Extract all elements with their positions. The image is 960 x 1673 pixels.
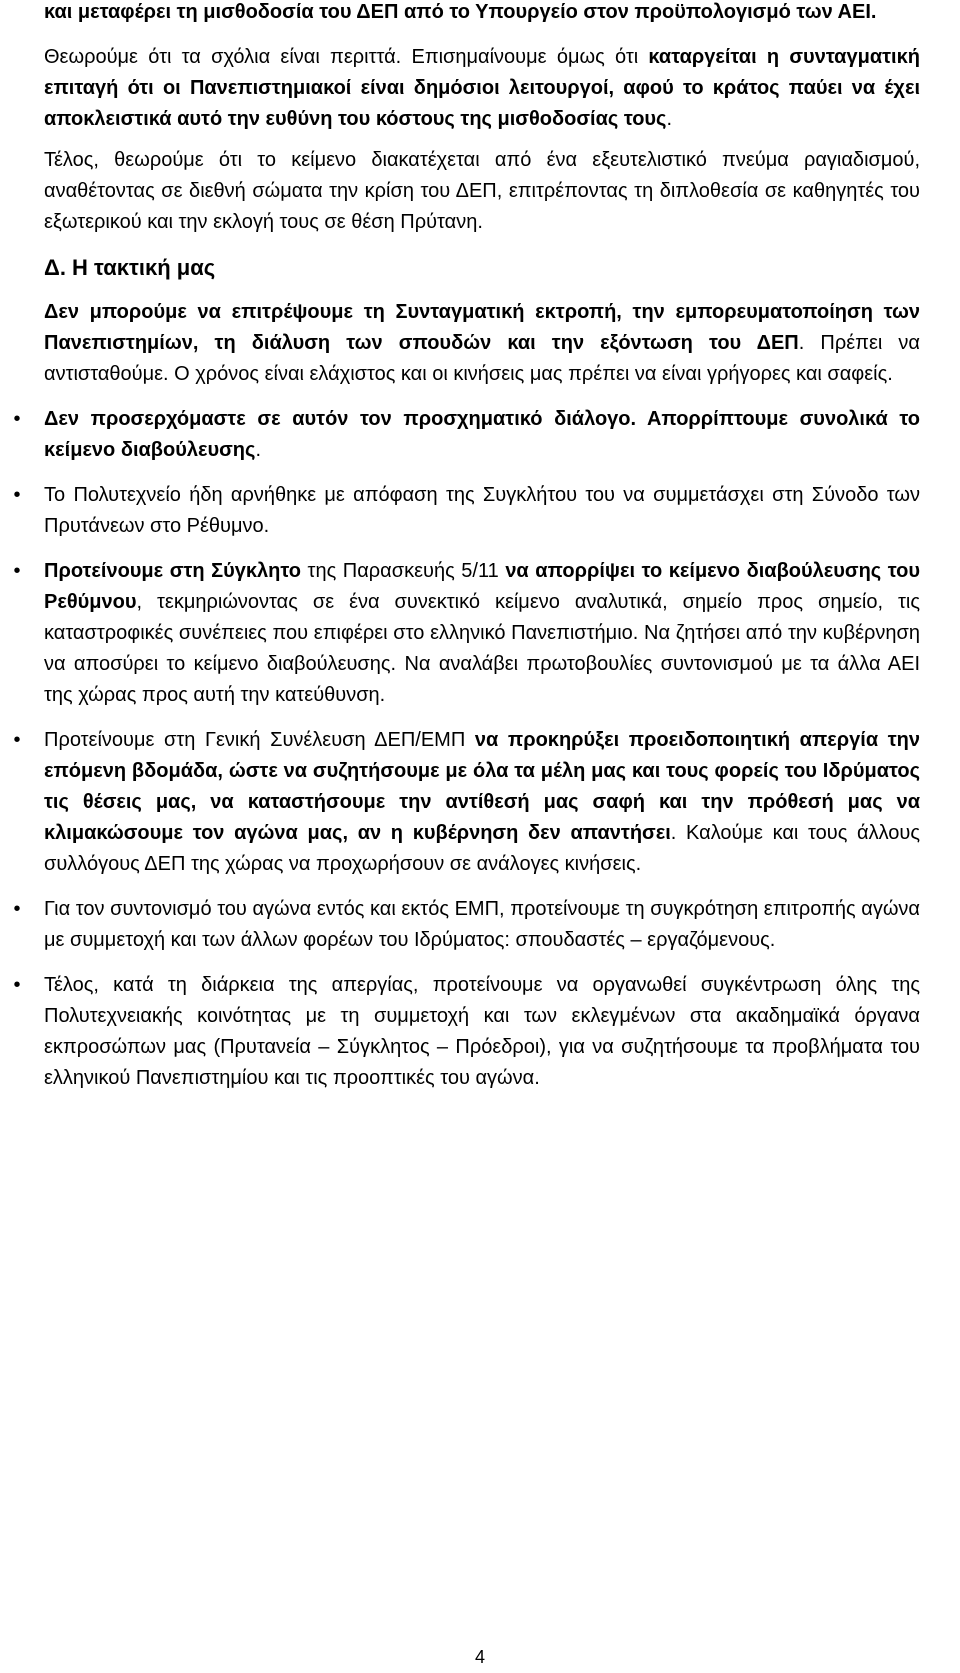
text-run: Τέλος, κατά τη διάρκεια της απεργίας, προτείνουμε να οργανωθεί συγκέντρωση όλης της Πολυτεχνειακής κοινότητας με τη συμμετοχή και των εκλεγμένων στα ακαδημαϊκά όργανα εκπροσώπων μας (Πρυτανεία – Σύγκλητος – Πρόεδροι), για να συζητήσουμε τα προβλήματα του ελληνικού Πανεπιστημίου και τις προοπτικές του αγώνα. <box>44 974 920 1089</box>
action-list <box>13 404 920 1094</box>
bold-text: να προκηρύξει προειδοποιητική απεργία την επόμενη βδομάδα, ώστε να συζητήσουμε με όλα τα μέλη μας και τους φορείς του Ιδρύματος τις θέσεις μας, να καταστήσουμε την αντίθεσή μας σαφή και την πρόθεσή μας να κλιμακώσουμε τον αγώνα μας, αν η κυβέρνηση δεν απαντήσει <box>44 729 920 844</box>
text-run: Το Πολυτεχνείο ήδη αρνήθηκε με απόφαση της Συγκλήτου του να συμμετάσχει στη Σύνοδο των Πρυτάνεων στο Ρέθυμνο. <box>44 484 920 537</box>
text-run: . Καλούμε και τους άλλους συλλόγους ΔΕΠ της χώρας να προχωρήσουν σε ανάλογες κινήσεις. <box>44 822 920 875</box>
text-run: . Πρέπει να αντισταθούμε. Ο χρόνος είναι ελάχιστος και οι κινήσεις μας πρέπει να είναι γρήγορες και σαφείς. <box>44 332 920 385</box>
paragraph-continuation <box>44 0 920 28</box>
document-body <box>13 0 920 1094</box>
list-item <box>13 556 920 711</box>
text-run: Θεωρούμε ότι τα σχόλια είναι περιττά. Επισημαίνουμε όμως ότι <box>44 46 649 68</box>
paragraph-comments <box>44 42 920 135</box>
text-run: Τέλος, θεωρούμε ότι το κείμενο διακατέχεται από ένα εξευτελιστικό πνεύμα ραγιαδισμού, αναθέτοντας σε διεθνή σώματα την κρίση του ΔΕΠ, επιτρέποντας τη διπλοθεσία σε καθηγητές του εξωτερικού και την εκλογή τους σε θέση Πρύτανη. <box>44 149 920 233</box>
text-run: Για τον συντονισμό του αγώνα εντός και εκτός ΕΜΠ, προτείνουμε τη συγκρότηση επιτροπής αγώνα με συμμετοχή και των άλλων φορέων του Ιδρύματος: σπουδαστές – εργαζόμενους. <box>44 898 920 951</box>
bullet-marker: • <box>13 974 21 996</box>
bullet-marker: • <box>13 729 21 751</box>
bullet-marker: • <box>13 898 21 920</box>
bold-text: και μεταφέρει τη μισθοδοσία του ΔΕΠ από το Υπουργείο στον προϋπολογισμό των ΑΕΙ. <box>44 1 877 23</box>
text-run: , τεκμηριώνοντας σε ένα συνεκτικό κείμενο αναλυτικά, σημείο προς σημείο, τις καταστροφικές συνέπειες που επιφέρει στο ελληνικό Πανεπιστήμιο. Να ζητήσει από την κυβέρνηση να αποσύρει το κείμενο διαβούλευσης. Να αναλάβει πρωτοβουλίες συντονισμού με τα άλλα ΑΕΙ της χώρας προς αυτή την κατεύθυνση. <box>44 591 920 706</box>
bold-text: Δεν μπορούμε να επιτρέψουμε τη Συνταγματική εκτροπή, την εμπορευματοποίηση των Πανεπιστημίων, τη διάλυση των σπουδών και την εξόντωση του ΔΕΠ <box>44 301 920 354</box>
text-run: . <box>255 439 261 461</box>
bullet-marker: • <box>13 560 21 582</box>
bold-text: Δεν προσερχόμαστε σε αυτόν τον προσχηματικό διάλογο. Απορρίπτουμε συνολικά το κείμενο διαβούλευσης <box>44 408 920 461</box>
list-item <box>13 404 920 466</box>
bold-text: να απορρίψει το κείμενο διαβούλευσης του Ρεθύμνου <box>44 560 920 613</box>
text-run: της Παρασκευής 5/11 <box>300 560 506 582</box>
section-heading: Δ. Η τακτική μας <box>44 255 216 280</box>
text-run: Προτείνουμε στη Γενική Συνέλευση ΔΕΠ/ΕΜΠ <box>44 729 475 751</box>
list-item <box>13 725 920 880</box>
list-item <box>13 970 920 1094</box>
bold-text: Προτείνουμε στη Σύγκλητο <box>44 560 301 582</box>
list-item <box>13 480 920 542</box>
list-item <box>13 894 920 956</box>
bold-text: καταργείται η συνταγματική επιταγή ότι οι Πανεπιστημιακοί είναι δημόσιοι λειτουργοί, αφού το κράτος παύει να έχει αποκλειστικά αυτό την ευθύνη του κόστους της μισθοδοσίας τους <box>44 46 920 130</box>
paragraph-conclusion <box>44 145 920 238</box>
text-run: . <box>666 108 673 130</box>
page-number: 4 <box>474 1647 485 1667</box>
bullet-marker: • <box>13 408 21 430</box>
bullet-marker: • <box>13 484 21 506</box>
paragraph-tactics <box>44 297 920 390</box>
